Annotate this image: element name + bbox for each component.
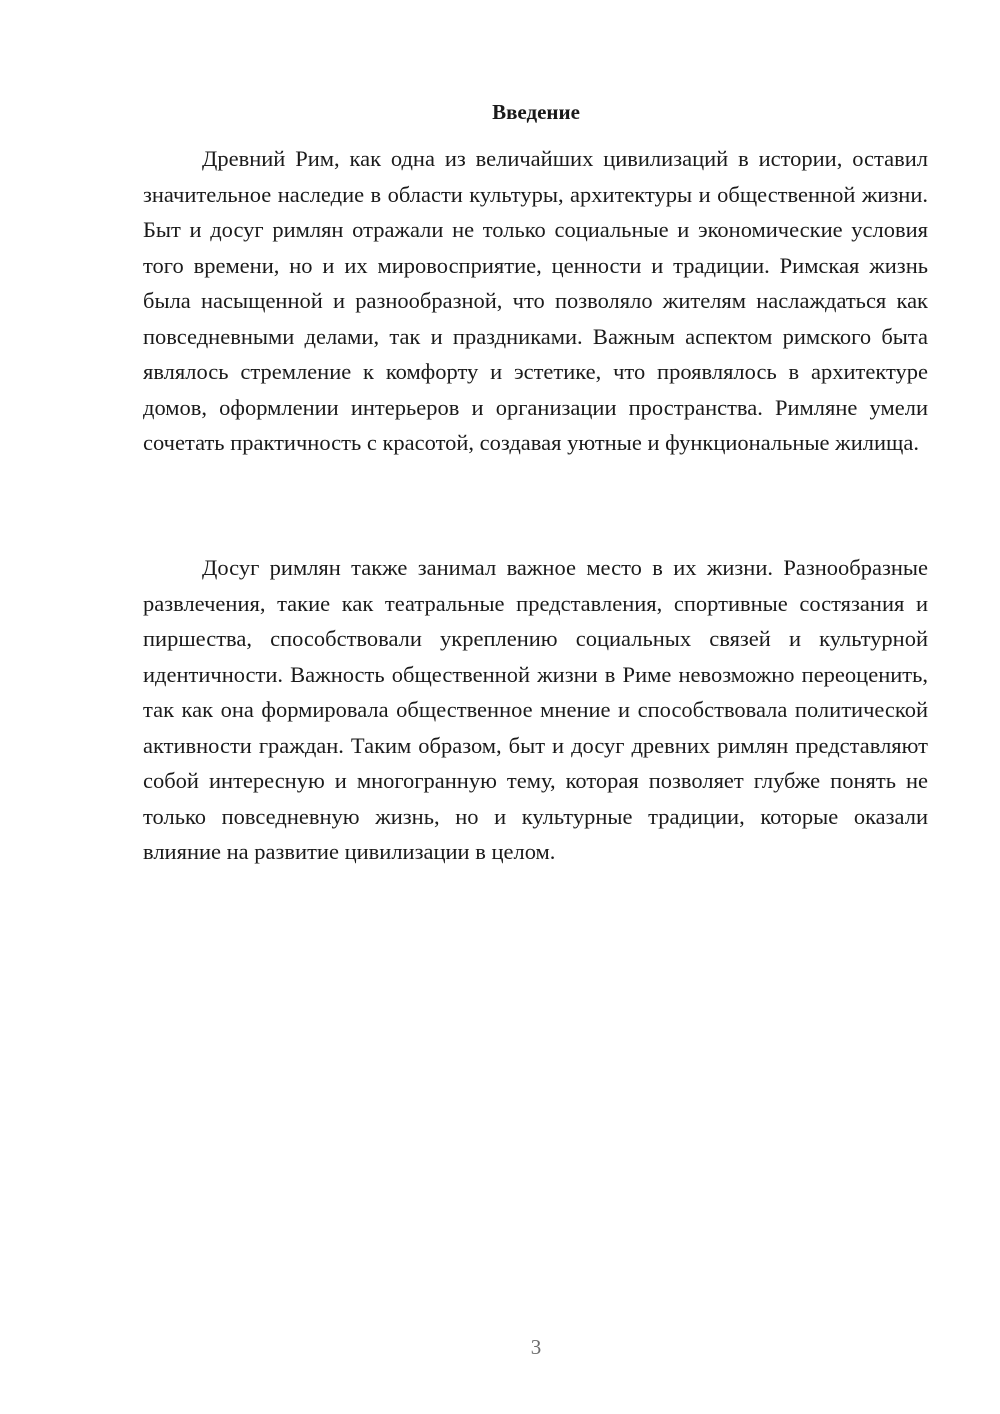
- paragraph-intro: Древний Рим, как одна из величайших цивилизаций в истории, оставил значительное наследие в области культуры, архитектуры и общественной жизни. Быт и досуг римлян отражали не только социальные и экономические условия того времени, но и их мировосприятие, ценности и традиции. Римская жизнь была насыщенной и разнообразной, что позволяло жителям наслаждаться как повседневными делами, так и праздниками. Важным аспектом римского быта являлось стремление к комфорту и эстетике, что проявлялось в архитектуре домов, оформлении интерьеров и организации пространства. Римляне умели сочетать практичность с красотой, создавая уютные и функциональные жилища.: [143, 146, 928, 455]
- page-number: 3: [530, 1335, 542, 1359]
- paragraph-leisure: Досуг римлян также занимал важное место в их жизни. Разнообразные развлечения, такие как театральные представления, спортивные состязания и пиршества, способствовали укреплению социальных связей и культурной идентичности. Важность общественной жизни в Риме невозможно переоценить, так как она формировала общественное мнение и способствовала политической активности граждан. Таким образом, быт и досуг древних римлян представляют собой интересную и многогранную тему, которая позволяет глубже понять не только повседневную жизнь, но и культурные традиции, которые оказали влияние на развитие цивилизации в целом.: [143, 555, 928, 864]
- page-title: Введение: [492, 100, 580, 124]
